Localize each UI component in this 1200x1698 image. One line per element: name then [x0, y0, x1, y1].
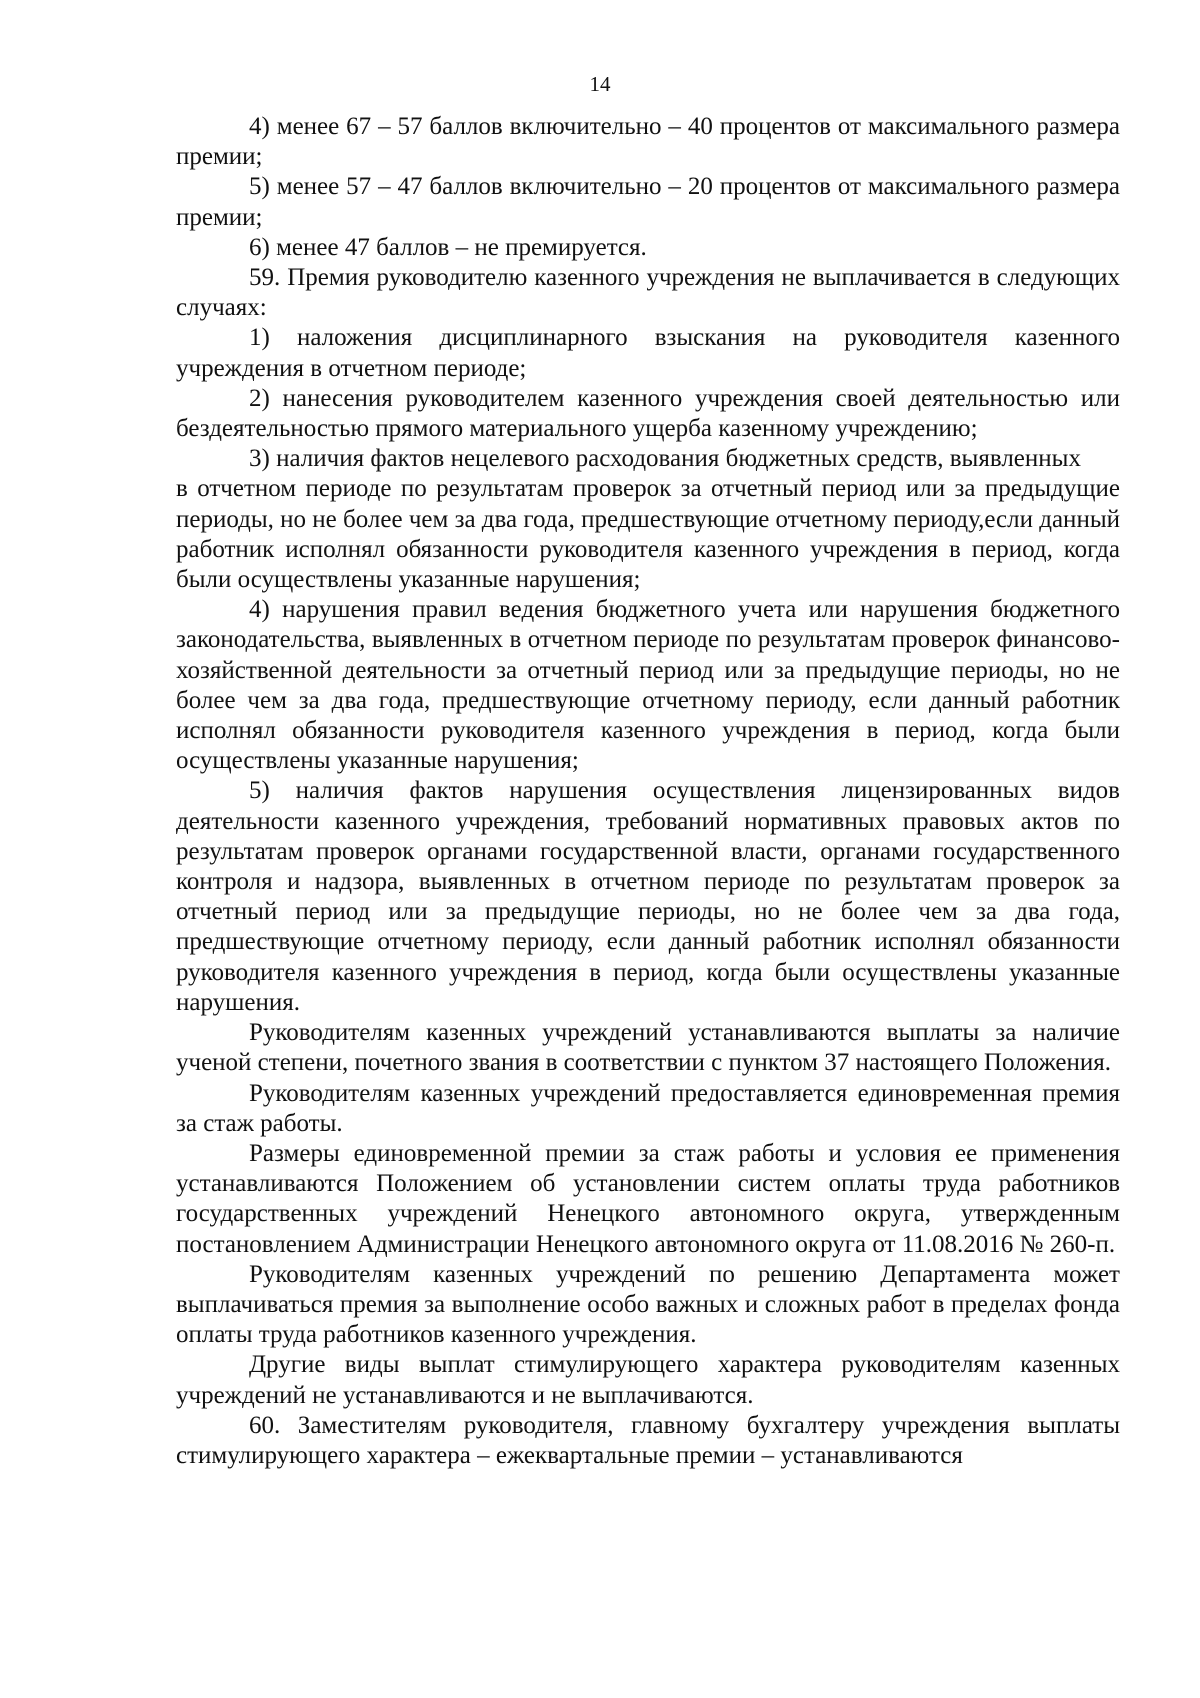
paragraph: 3) наличия фактов нецелевого расходования бюджетных средств, выявленных [249, 445, 1081, 473]
paragraph: 6) менее 47 баллов – не премируется. [249, 233, 647, 261]
paragraph: 60. Заместителям руководителя, главному бухгалтеру учреждения выплаты стимулирующего характера – ежеквартальные премии – устанавливаются [176, 1411, 1120, 1469]
paragraph: 5) наличия фактов нарушения осуществления лицензированных видов деятельности казенного учреждения, требований нормативных правовых актов по результатам проверок органами государственной власти, органами государственного контроля и надзора, выявленных в отчетном периоде по результатам проверок за отчетный период или за предыдущие периоды, но не более чем за два года, предшествующие отчетному периоду, если данный работник исполнял обязанности руководителя казенного учреждения в период, когда были осуществлены указанные нарушения. [176, 777, 1120, 1016]
paragraph: Другие виды выплат стимулирующего характера руководителям казенных учреждений не устанавливаются и не выплачиваются. [176, 1351, 1120, 1409]
paragraph: 1) наложения дисциплинарного взыскания на руководителя казенного учреждения в отчетном периоде; [176, 324, 1120, 382]
paragraph: 2) нанесения руководителем казенного учреждения своей деятельностью или бездеятельностью прямого материального ущерба казенному учреждению; [176, 384, 1120, 443]
paragraph: Руководителям казенных учреждений предоставляется единовременная премия за стаж работы. [176, 1079, 1120, 1137]
document-body [176, 112, 1120, 1471]
page-number: 14 [589, 72, 611, 96]
paragraph: Руководителям казенных учреждений по решению Департамента может выплачиваться премия за выполнение особо важных и сложных работ в пределах фонда оплаты труда работников казенного учреждения. [176, 1260, 1120, 1349]
paragraph: 4) менее 67 – 57 баллов включительно – 40 процентов от максимального размера премии; [176, 113, 1120, 171]
paragraph: Руководителям казенных учреждений устанавливаются выплаты за наличие ученой степени, почетного звания в соответствии с пунктом 37 настоящего Положения. [176, 1019, 1120, 1077]
paragraph: 59. Премия руководителю казенного учреждения не выплачивается в следующих случаях: [176, 264, 1120, 322]
paragraph: 4) нарушения правил ведения бюджетного учета или нарушения бюджетного законодательства, выявленных в отчетном периоде по результатам проверок финансово-хозяйственной деятельности за отчетный период или за предыдущие периоды, но не более чем за два года, предшествующие отчетному периоду, если данный работник исполнял обязанности руководителя казенного учреждения в период, когда были осуществлены указанные нарушения; [176, 596, 1120, 775]
paragraph: Размеры единовременной премии за стаж работы и условия ее применения устанавливаются Положением об установлении систем оплаты труда работников государственных учреждений Ненецкого автономного округа, утвержденным постановлением Администрации Ненецкого автономного округа от 11.08.2016 № 260-п. [176, 1139, 1120, 1258]
paragraph: в отчетном периоде по результатам проверок за отчетный период или за предыдущие периоды, но не более чем за два года, предшествующие отчетному периоду,если данный работник исполнял обязанности руководителя казенного учреждения в период, когда были осуществлены указанные нарушения; [176, 475, 1120, 594]
paragraph: 5) менее 57 – 47 баллов включительно – 20 процентов от максимального размера премии; [176, 173, 1120, 231]
